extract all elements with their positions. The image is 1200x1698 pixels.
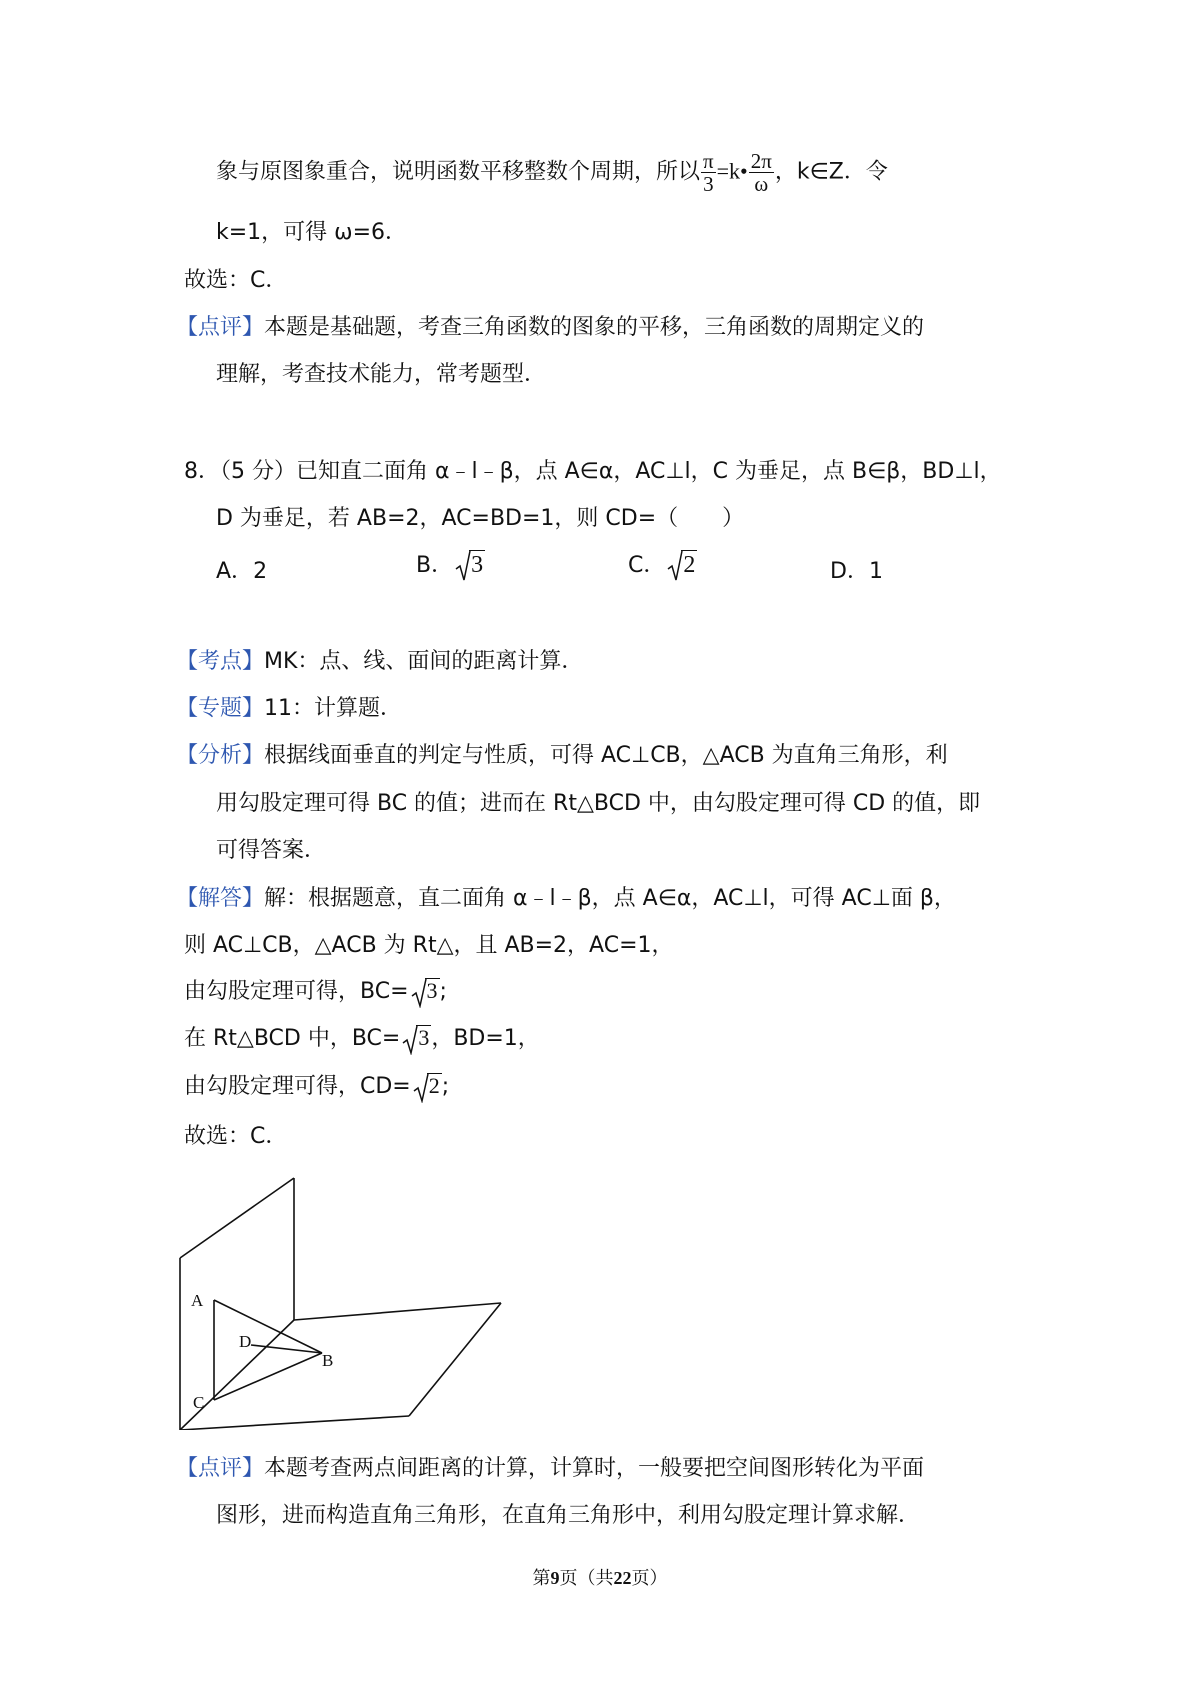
question-8-line-2: D 为垂足，若 AB=2，AC=BD=1，则 CD=（ ）: [216, 506, 745, 531]
radical-sign-icon: [455, 550, 471, 582]
sqrt-3-symbol: 3: [455, 550, 485, 579]
continuation-conclusion: 故选：C．: [184, 268, 288, 293]
kaodian-text: MK：点、线、面间的距离计算．: [264, 649, 584, 674]
total-page-count: 22: [613, 1568, 632, 1588]
plane-beta-back-edge: [294, 1303, 501, 1320]
pi-over-3-fraction: $\frac{\pi}{3}$: [703, 149, 714, 197]
continuation-line-1: [216, 150, 888, 195]
sqrt-3-symbol: 3: [411, 978, 440, 1003]
radical-sign-icon: [411, 978, 427, 1008]
fenxi-line-3: 可得答案．: [216, 838, 327, 863]
point-c-label: C: [193, 1393, 205, 1412]
choice-d: [830, 554, 883, 585]
choice-d-label: D．: [830, 559, 869, 584]
final-comment-tag: 【点评】: [176, 1456, 265, 1481]
fenxi-tag: 【分析】: [176, 743, 265, 768]
question-8-line-1: 8．（5 分）已知直二面角 α﹣l﹣β，点 A∈α，AC⊥l，C 为垂足，点 B∈β，BD⊥l，: [184, 459, 1002, 484]
jieda-line-3: 由勾股定理可得，BC= 3;: [184, 978, 447, 1003]
choice-a: [216, 554, 267, 585]
jieda-conclusion: 故选：C．: [184, 1124, 288, 1149]
plane-beta-front-edge: [180, 1416, 409, 1430]
comment-tag: 【点评】: [176, 315, 265, 340]
jieda-line-4: 在 Rt△BCD 中，BC= 3，BD=1，: [184, 1025, 540, 1050]
sqrt-3-symbol: 3: [402, 1025, 431, 1050]
current-page-number: 9: [550, 1568, 560, 1588]
radical-sign-icon: [402, 1025, 418, 1055]
choice-c: [628, 548, 697, 579]
comment-line-2: 理解，考查技术能力，常考题型．: [216, 362, 547, 387]
fenxi-paragraph: [176, 745, 948, 767]
dihedral-angle-figure: [176, 1168, 516, 1430]
kaodian-paragraph: [176, 651, 583, 673]
jieda-paragraph: [176, 888, 956, 910]
choice-a-value: 2: [253, 559, 268, 584]
jieda-tag: 【解答】: [176, 886, 265, 911]
jieda-line-1: 解：根据题意，直二面角 α﹣l﹣β，点 A∈α，AC⊥l，可得 AC⊥面 β，: [264, 886, 956, 911]
choice-b: [416, 548, 485, 579]
plane-beta-right-edge: [409, 1303, 501, 1416]
final-comment-line-2: 图形，进而构造直角三角形，在直角三角形中，利用勾股定理计算求解．: [216, 1503, 921, 1528]
choice-a-label: A．: [216, 559, 254, 584]
segment-cb: [214, 1353, 322, 1400]
plane-alpha-top-edge: [180, 1178, 294, 1258]
choice-d-value: 1: [868, 559, 883, 584]
equals-k-dot: =k•: [716, 158, 748, 184]
two-pi-over-omega-fraction: $\frac{2\pi}{\omega}$: [750, 149, 772, 197]
jieda-line-5: 由勾股定理可得，CD= 2;: [184, 1073, 449, 1098]
zhuanti-text: 11：计算题．: [264, 696, 403, 721]
comment-line-1: 本题是基础题，考查三角函数的图象的平移，三角函数的周期定义的: [264, 315, 925, 340]
point-b-label: B: [322, 1351, 334, 1370]
jieda-line-2: 则 AC⊥CB，△ACB 为 Rt△，且 AB=2，AC=1，: [184, 933, 674, 958]
continuation-text-post: ，k∈Z．令: [774, 159, 888, 185]
zhuanti-tag: 【专题】: [176, 696, 265, 721]
sqrt-2-symbol: 2: [413, 1073, 442, 1098]
continuation-text: 象与原图象重合，说明函数平移整数个周期，所以: [216, 159, 701, 185]
radical-sign-icon: [413, 1073, 429, 1103]
choice-c-label: C．: [628, 553, 666, 578]
page-footer: 第9页（共22页）: [532, 1568, 668, 1588]
final-comment-line-1: 本题考查两点间距离的计算，计算时，一般要把空间图形转化为平面: [264, 1456, 925, 1481]
fenxi-line-2: 用勾股定理可得 BC 的值；进而在 Rt△BCD 中，由勾股定理可得 CD 的值，即: [216, 791, 981, 816]
kaodian-tag: 【考点】: [176, 649, 265, 674]
fenxi-line-1: 根据线面垂直的判定与性质，可得 AC⊥CB，△ACB 为直角三角形，利: [264, 743, 948, 768]
final-comment-paragraph: [176, 1458, 924, 1480]
comment-paragraph: [176, 317, 924, 339]
edge-line-l: [180, 1320, 294, 1430]
continuation-line-2: k=1，可得 ω=6．: [216, 220, 408, 245]
choice-b-label: B．: [416, 553, 454, 578]
point-d-label: D: [239, 1332, 252, 1351]
point-a-label: A: [191, 1291, 204, 1310]
radical-sign-icon: [667, 550, 683, 582]
sqrt-2-symbol: 2: [667, 550, 697, 579]
zhuanti-paragraph: [176, 698, 402, 720]
